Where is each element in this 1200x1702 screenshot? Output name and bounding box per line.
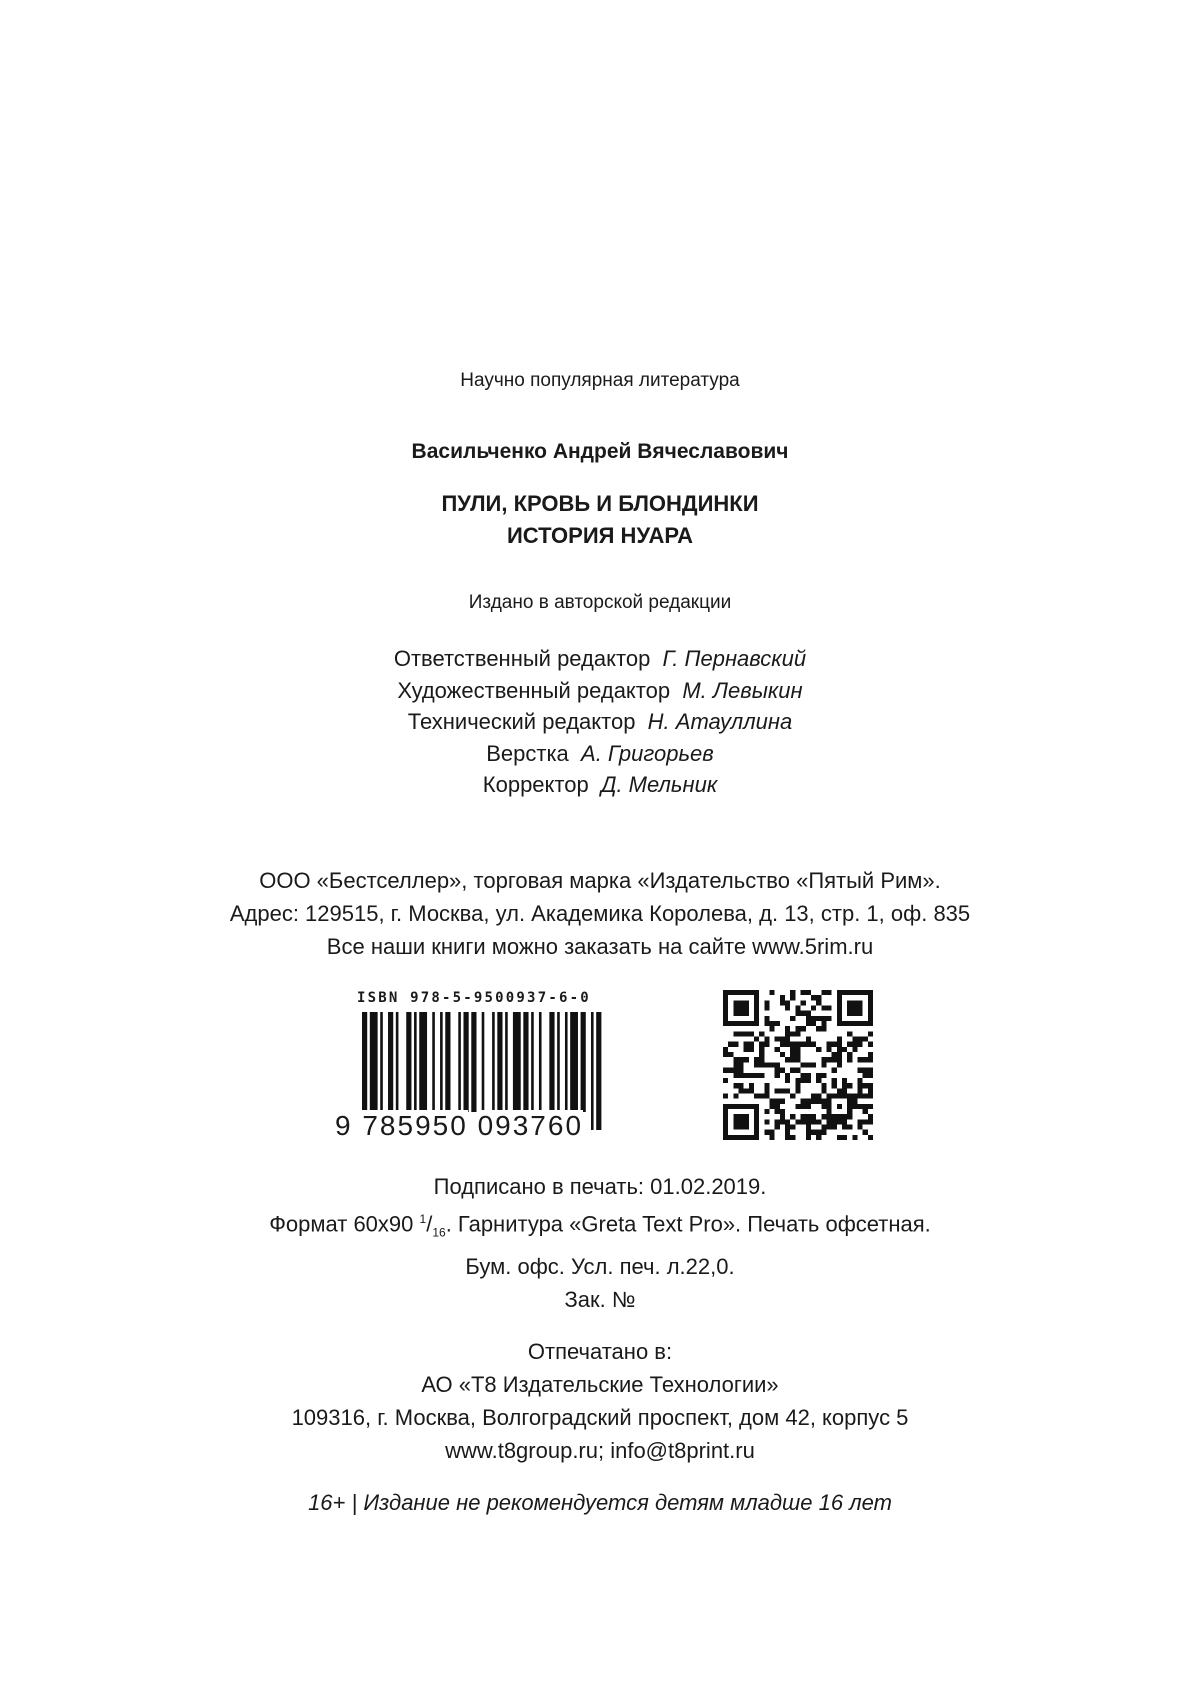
- format-line: Формат 60х90 $^1/_{16}$. Гарнитура «Greta Text Pro». Печать офсетная.: [269, 1211, 931, 1240]
- printed-label: Отпечатано в:: [527, 1339, 673, 1364]
- edition-note: Издано в авторской редакции: [468, 592, 732, 613]
- barcode-digits: [335, 1110, 610, 1142]
- author-name: Васильченко Андрей Вячеславович: [411, 440, 789, 463]
- qr-code-icon: [723, 990, 873, 1140]
- credit-line: [0, 643, 1200, 675]
- printer-contacts: www.t8group.ru; info@t8print.ru: [445, 1438, 755, 1463]
- credit-role: Корректор: [482, 772, 589, 797]
- publisher-name: ООО «Бестселлер», торговая марка «Издательство «Пятый Рим».: [259, 868, 941, 893]
- credit-role: Художественный редактор: [397, 677, 671, 703]
- printer-info: [0, 1335, 1200, 1467]
- printer-address: 109316, г. Москва, Волгоградский проспект, дом 42, корпус 5: [291, 1405, 909, 1430]
- credits-list: [0, 643, 1200, 801]
- format-numerator: 1: [419, 1212, 427, 1226]
- format-prefix: Формат 60х90: [269, 1211, 414, 1237]
- credit-person: Н. Атауллина: [647, 709, 793, 734]
- order-line: Зак. №: [564, 1286, 636, 1312]
- title-line-2: ИСТОРИЯ НУАРА: [506, 523, 693, 548]
- genre-label: Научно популярная литература: [460, 370, 740, 391]
- credit-role: Технический редактор: [407, 709, 636, 734]
- credit-person: Д. Мельник: [600, 772, 718, 797]
- paper-line: Бум. офс. Усл. печ. л.22,0.: [465, 1253, 735, 1279]
- publisher-info: [0, 864, 1200, 963]
- isbn-barcode: [335, 990, 610, 1150]
- printer-name: АО «Т8 Издательские Технологии»: [421, 1372, 779, 1397]
- barcode-digits-left: 785950: [362, 1110, 468, 1141]
- publisher-address: Адрес: 129515, г. Москва, ул. Академика Королева, д. 13, стр. 1, оф. 835: [229, 901, 971, 926]
- credit-person: А. Григорьев: [581, 740, 714, 766]
- credit-line: [0, 706, 1200, 738]
- credit-line: [0, 769, 1200, 801]
- credit-line: [0, 675, 1200, 707]
- format-denominator: 16: [432, 1225, 446, 1240]
- publisher-website: Все наши книги можно заказать на сайте www.5rim.ru: [326, 934, 874, 959]
- barcode-digit-lead: 9: [335, 1110, 353, 1141]
- age-rating: 16+ | Издание не рекомендуется детям младше 16 лет: [308, 1490, 892, 1515]
- book-title: [0, 488, 1200, 552]
- credit-person: Г. Пернавский: [662, 646, 807, 671]
- isbn-label: ISBN 978-5-9500937-6-0: [357, 990, 591, 1006]
- signed-date: Подписано в печать: 01.02.2019.: [433, 1174, 767, 1199]
- title-line-1: ПУЛИ, КРОВЬ И БЛОНДИНКИ: [441, 491, 759, 516]
- credit-line: [0, 738, 1200, 770]
- credit-person: М. Левыкин: [682, 677, 803, 703]
- credit-role: Верстка: [486, 740, 569, 766]
- format-suffix: . Гарнитура «Greta Text Pro». Печать офсетная.: [445, 1211, 931, 1237]
- barcode-digits-right: 093760: [477, 1110, 584, 1141]
- credit-role: Ответственный редактор: [393, 646, 651, 671]
- print-info: [0, 1170, 1200, 1316]
